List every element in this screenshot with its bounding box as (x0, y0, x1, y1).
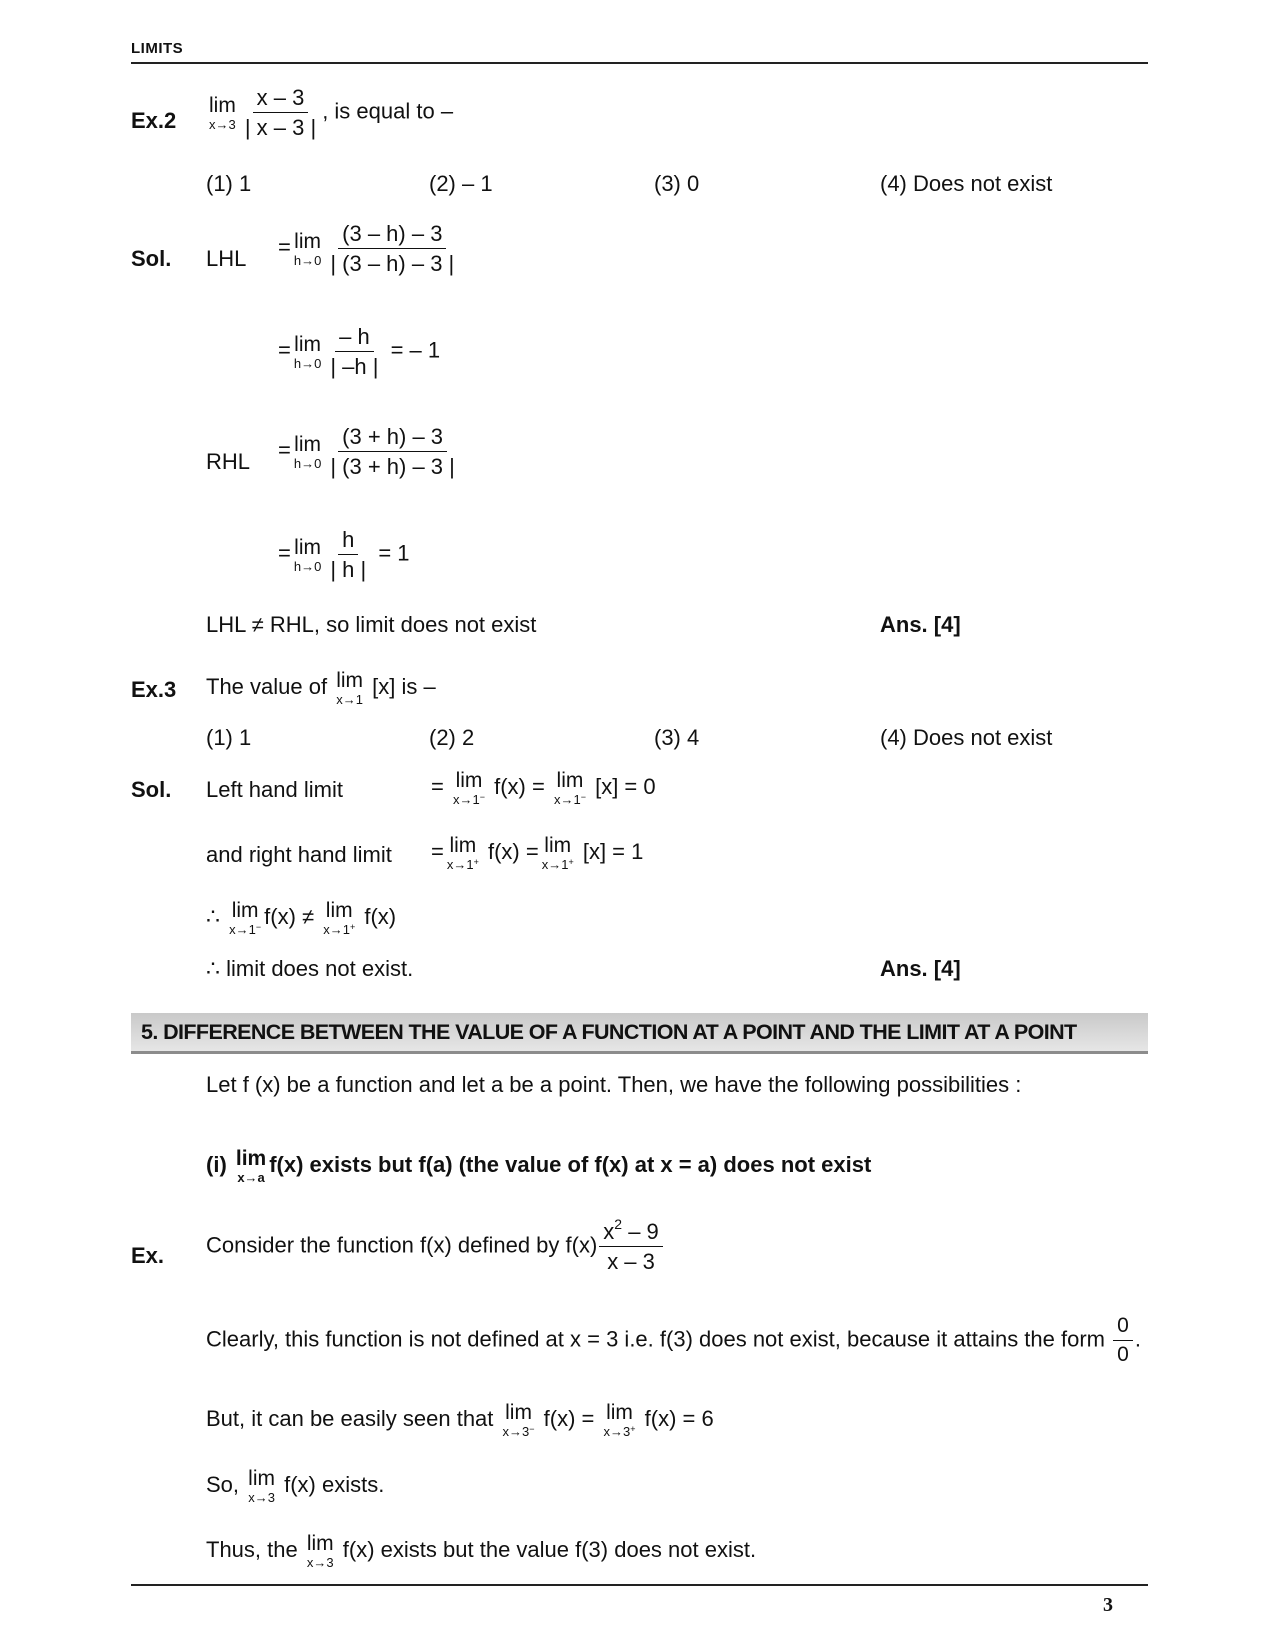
ex3-option-2: (2) 2 (429, 725, 475, 750)
function-definition: Consider the function f(x) defined by f(x) $\frac{x^2 - 9}{x - 3}$ (206, 1220, 665, 1273)
fraction: $\frac{x - 3}{| x - 3 |}$ (244, 85, 317, 141)
ex2-option-1: (1) 1 (206, 171, 252, 196)
header-rule (131, 62, 1148, 64)
rhl-step-1: = lim h→0 $\frac{(3 + h) - 3}{| (3 + h) - 3 |}$ (278, 424, 455, 480)
rhl-label: RHL (206, 449, 251, 474)
thus-statement: Thus, the lim x→3 f(x) exists but the value f(3) does not exist. (206, 1532, 757, 1570)
therefore-inequality: ∴ lim x→1− f(x) ≠ lim x→1+ f(x) (206, 899, 397, 937)
ex3-option-3: (3) 4 (654, 725, 700, 750)
clearly-statement: Clearly, this function is not defined at x = 3 i.e. f(3) does not exist, because it attains the form $\frac{0}{0}$ . (206, 1314, 1141, 1367)
but-statement: But, it can be easily seen that lim x→3− f(x) = lim x→3+ f(x) = 6 (206, 1401, 714, 1439)
ex2-label: Ex.2 (131, 108, 177, 133)
rhl-step-2: = lim h→0 $\frac{h}{| h |}$ = 1 (278, 527, 410, 583)
ex3-label: Ex.3 (131, 677, 177, 702)
ex2-question: lim x→3 $\frac{x - 3}{| x - 3 |}$ , is equal to – (209, 85, 454, 141)
section-5-heading-bar (131, 1013, 1148, 1054)
case-i-heading: (i) lim x→a f(x) exists but f(a) (the value of f(x) at x = a) does not exist (206, 1147, 872, 1185)
ex2-option-2: (2) – 1 (429, 171, 493, 196)
section-5-title: 5. DIFFERENCE BETWEEN THE VALUE OF A FUNCTION AT A POINT AND THE LIMIT AT A POINT (141, 1020, 1077, 1044)
sol3-label: Sol. (131, 777, 172, 802)
limit-expression: lim x→3 (209, 93, 236, 132)
ex2-option-3: (3) 0 (654, 171, 700, 196)
ex3-option-1: (1) 1 (206, 725, 252, 750)
lhl-label: LHL (206, 246, 247, 271)
right-hand-limit-expression: = lim x→1+ f(x) = lim x→1+ [x] = 1 (431, 834, 644, 872)
page-number: 3 (1103, 1594, 1113, 1616)
footer-rule (131, 1584, 1148, 1586)
ex3-question: The value of lim x→1 [x] is – (206, 669, 436, 707)
ex-label: Ex. (131, 1243, 165, 1268)
lhl-step-2: = lim h→0 $\frac{- h}{| -h |}$ = – 1 (278, 324, 441, 380)
sol2-answer: Ans. [4] (880, 612, 961, 637)
right-hand-limit-label: and right hand limit (206, 842, 392, 867)
running-header: LIMITS (131, 40, 184, 57)
sol3-answer: Ans. [4] (880, 956, 961, 981)
ex2-option-4: (4) Does not exist (880, 171, 1053, 196)
section-5-intro: Let f (x) be a function and let a be a point. Then, we have the following possibilities : (206, 1072, 1022, 1097)
ex3-option-4: (4) Does not exist (880, 725, 1053, 750)
sol2-conclusion: LHL ≠ RHL, so limit does not exist (206, 612, 537, 637)
lhl-step-1: = lim h→0 $\frac{(3 - h) - 3}{| (3 - h) - 3 |}$ (278, 221, 455, 277)
so-statement: So, lim x→3 f(x) exists. (206, 1467, 385, 1505)
left-hand-limit-expression: = lim x→1− f(x) = lim x→1− [x] = 0 (431, 769, 656, 807)
left-hand-limit-label: Left hand limit (206, 777, 343, 802)
sol3-conclusion: ∴ limit does not exist. (206, 956, 414, 981)
sol2-label: Sol. (131, 246, 172, 271)
